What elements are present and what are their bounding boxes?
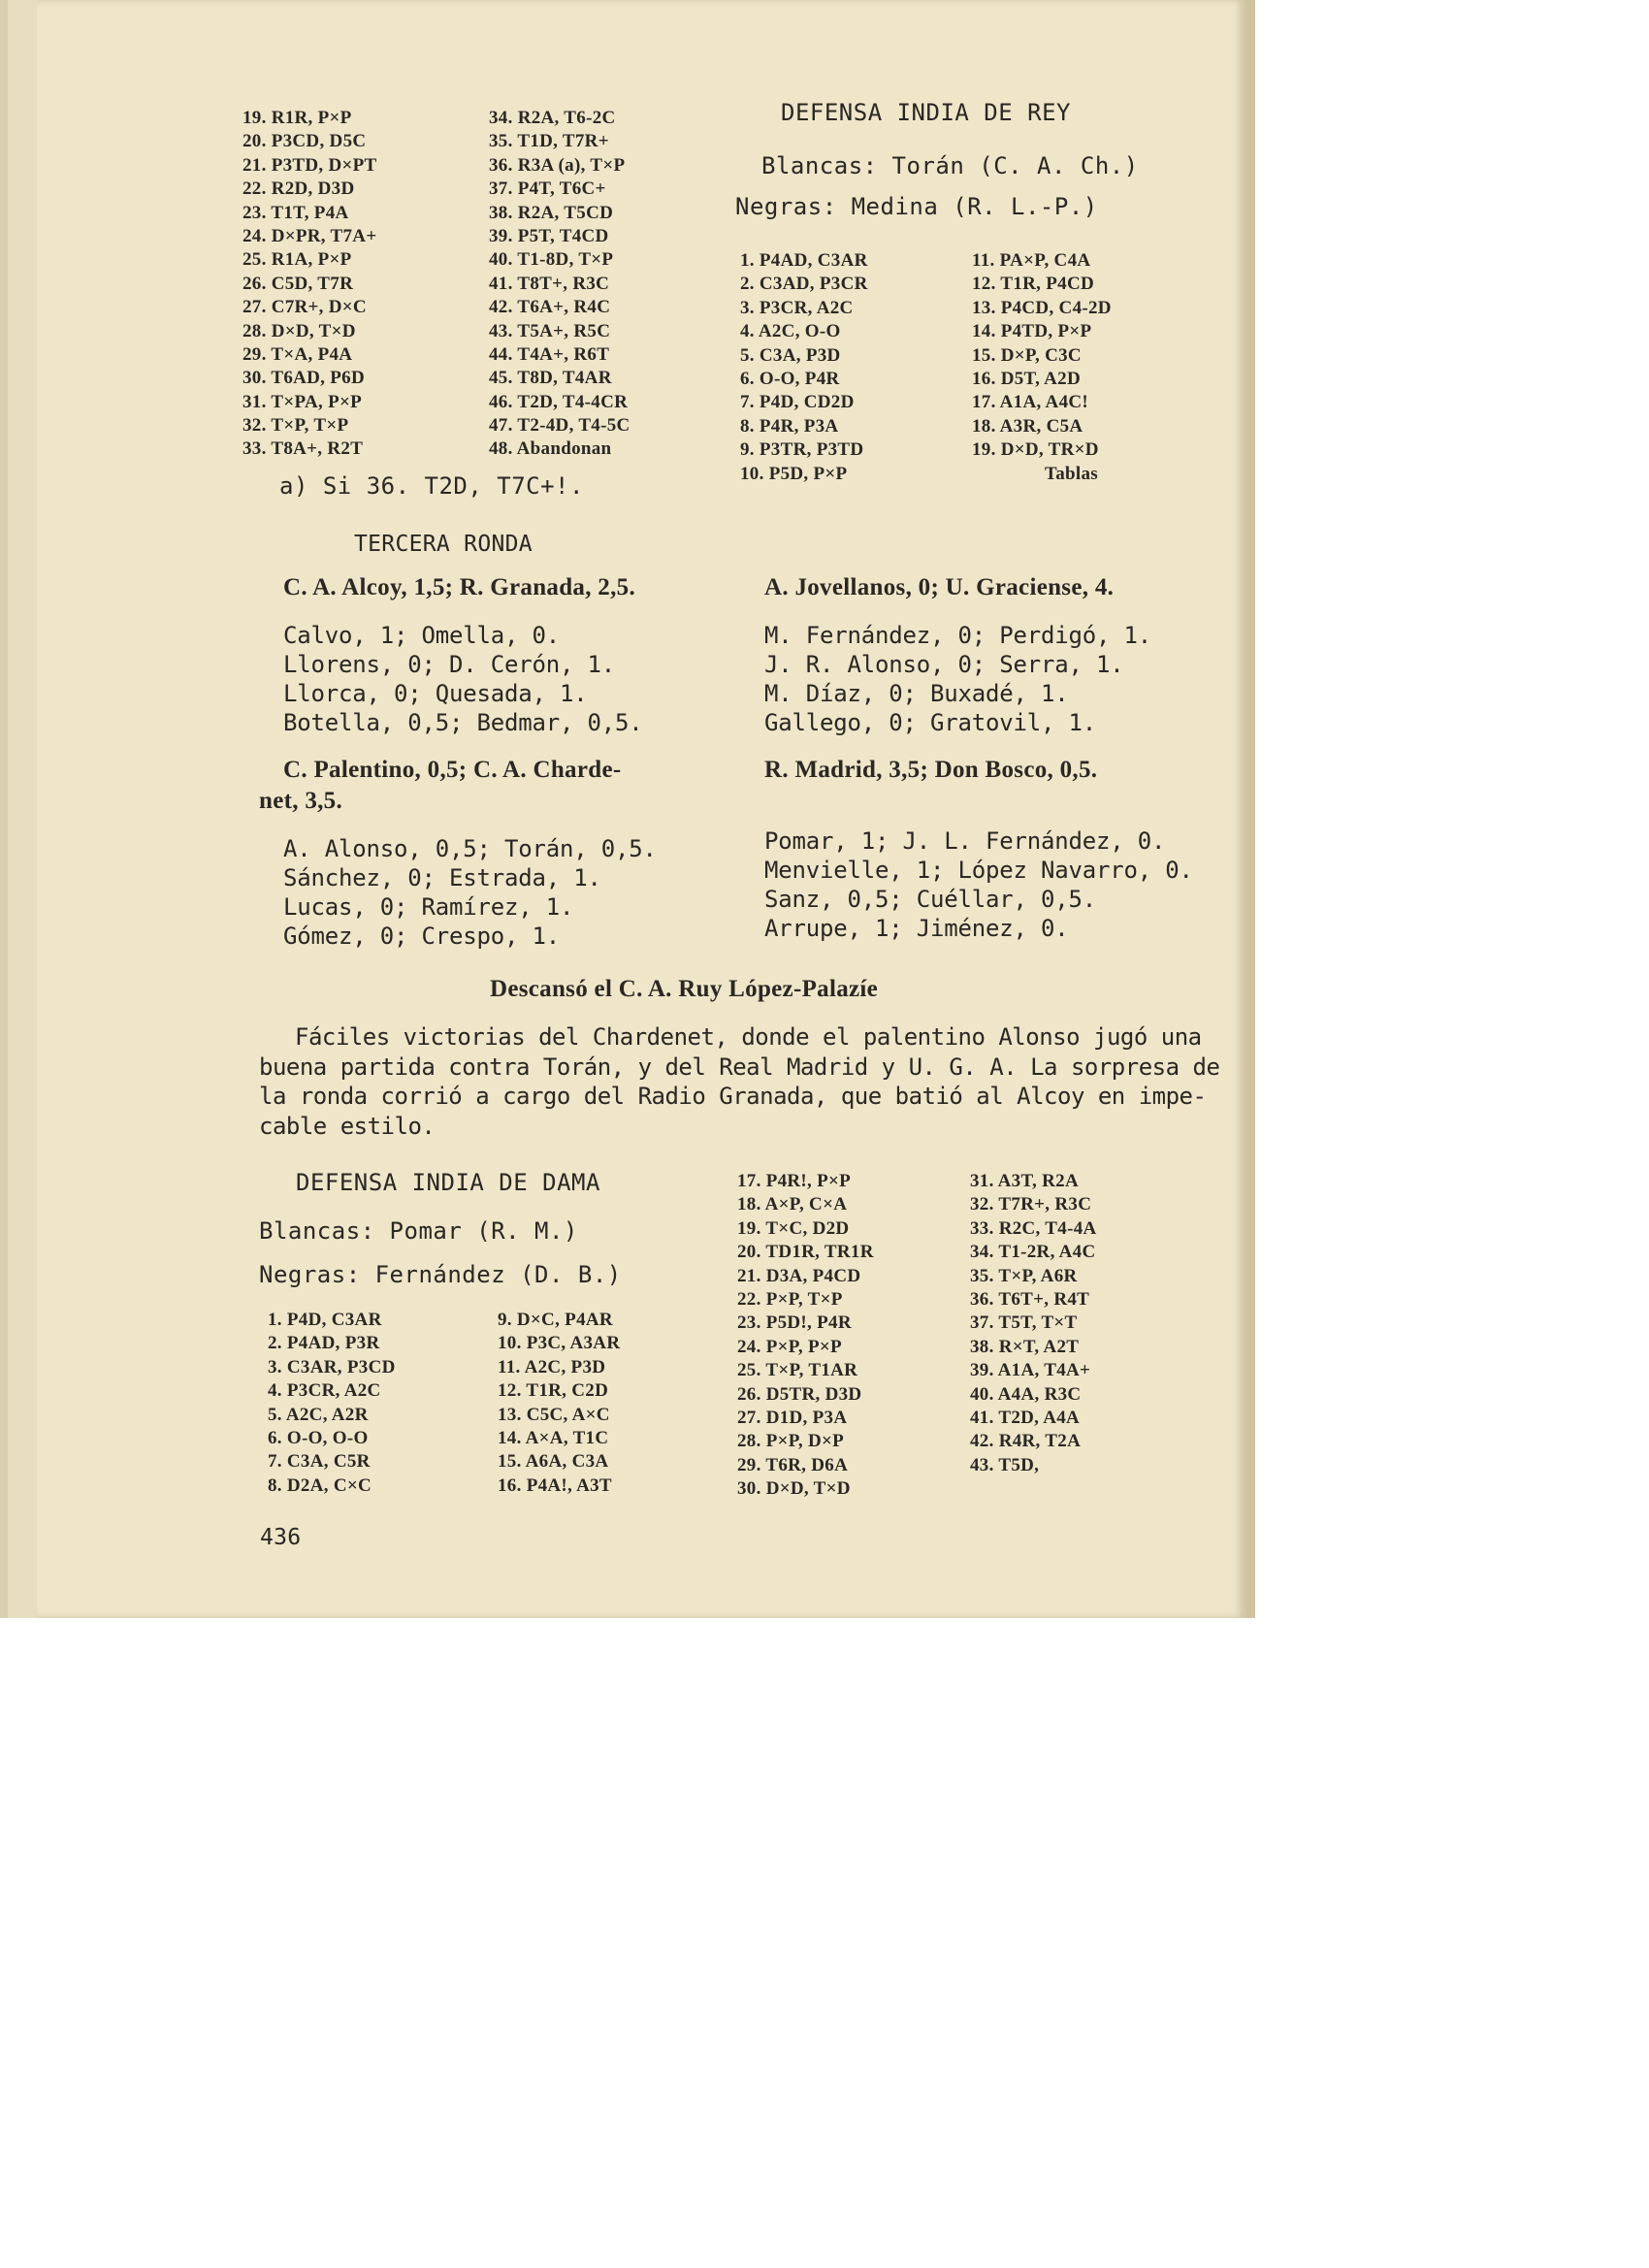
- move-line: 17. A1A, A4C!: [972, 392, 1089, 413]
- result-line: Pomar, 1; J. L. Fernández, 0.: [764, 827, 1166, 855]
- move-line: 41. T8T+, R3C: [489, 273, 610, 294]
- result-line: Lucas, 0; Ramírez, 1.: [283, 893, 574, 921]
- move-line: 18. A×P, C×A: [737, 1194, 848, 1215]
- game-1-moves-a: [740, 249, 868, 486]
- game-2-moves-d: [970, 1170, 1097, 1477]
- move-line: 26. D5TR, D3D: [737, 1383, 862, 1405]
- move-line: 13. P4CD, C4-2D: [972, 297, 1112, 318]
- match-3-header: A. Jovellanos, 0; U. Graciense, 4.: [764, 574, 1115, 600]
- move-line: 9. P3TR, P3TD: [740, 439, 864, 461]
- move-line: 15. A6A, C3A: [498, 1451, 609, 1473]
- game-1-white: Blancas: Torán (C. A. Ch.): [761, 152, 1139, 179]
- move-line: 37. P4T, T6C+: [489, 178, 606, 200]
- move-line: 12. T1R, P4CD: [972, 274, 1094, 295]
- page-spine-shadow: [1245, 0, 1255, 1618]
- move-line: 6. O-O, O-O: [268, 1427, 369, 1448]
- paragraph-line: buena partida contra Torán, y del Real Madrid y U. G. A. La sorpresa de: [259, 1053, 1220, 1081]
- move-line: 5. C3A, P3D: [740, 344, 841, 366]
- move-line: 4. A2C, O-O: [740, 321, 841, 342]
- move-line: 38. R×T, A2T: [970, 1336, 1080, 1357]
- move-line: 41. T2D, A4A: [970, 1407, 1081, 1428]
- match-4-header: R. Madrid, 3,5; Don Bosco, 0,5.: [764, 757, 1098, 783]
- move-line: 6. O-O, P4R: [740, 368, 840, 389]
- game-2-black: Negras: Fernández (D. B.): [259, 1261, 622, 1288]
- move-line: 7. P4D, CD2D: [740, 392, 855, 413]
- match-2-results: [283, 834, 657, 951]
- move-line: 5. A2C, A2R: [268, 1404, 369, 1425]
- game-1-moves-b: [972, 249, 1112, 486]
- move-line: 24. D×PR, T7A+: [242, 225, 377, 246]
- move-line: 28. P×P, D×P: [737, 1431, 845, 1452]
- move-line: 3. C3AR, P3CD: [268, 1356, 396, 1377]
- move-line: 40. T1-8D, T×P: [489, 249, 614, 271]
- move-line: 16. P4A!, A3T: [498, 1474, 612, 1496]
- match-1-results: [283, 621, 642, 737]
- move-line: 1. P4D, C3AR: [268, 1310, 382, 1330]
- game-2-moves-c: [737, 1170, 874, 1501]
- paragraph-line: cable estilo.: [259, 1112, 436, 1140]
- game-1-black: Negras: Medina (R. L.-P.): [735, 193, 1098, 220]
- result-line: M. Fernández, 0; Perdigó, 1.: [764, 622, 1151, 649]
- game-2-moves-b: [498, 1309, 620, 1498]
- move-line: 45. T8D, T4AR: [489, 368, 612, 389]
- commentary-paragraph: [259, 1022, 1220, 1141]
- move-line: 22. P×P, T×P: [737, 1288, 843, 1310]
- move-line: 28. D×D, T×D: [242, 320, 356, 341]
- move-line: 34. R2A, T6-2C: [489, 108, 616, 128]
- move-line: 31. T×PA, P×P: [242, 391, 363, 412]
- match-4-results: [764, 826, 1193, 943]
- move-line: 35. T×P, A6R: [970, 1265, 1078, 1286]
- game-2-title: DEFENSA INDIA DE DAMA: [296, 1169, 600, 1196]
- move-line: 13. C5C, A×C: [498, 1404, 610, 1425]
- match-2-header: C. Palentino, 0,5; C. A. Charde-: [283, 757, 622, 783]
- move-line: 19. T×C, D2D: [737, 1217, 850, 1239]
- move-line: 30. D×D, T×D: [737, 1478, 851, 1500]
- move-line: 44. T4A+, R6T: [489, 343, 610, 365]
- move-line: 2. P4AD, P3R: [268, 1333, 380, 1354]
- move-line: 11. A2C, P3D: [498, 1356, 606, 1377]
- move-line: 46. T2D, T4-4CR: [489, 391, 629, 412]
- round-title: TERCERA RONDA: [354, 532, 533, 557]
- move-line: 32. T7R+, R3C: [970, 1194, 1092, 1215]
- move-line: 42. R4R, T2A: [970, 1431, 1082, 1452]
- result-line: J. R. Alonso, 0; Serra, 1.: [764, 651, 1124, 678]
- move-line: 33. T8A+, R2T: [242, 438, 364, 460]
- result-line: A. Alonso, 0,5; Torán, 0,5.: [283, 835, 657, 862]
- result-line: Arrupe, 1; Jiménez, 0.: [764, 915, 1069, 942]
- move-line: 10. P5D, P×P: [740, 463, 848, 484]
- move-line: 36. R3A (a), T×P: [489, 154, 626, 176]
- move-line: 14. P4TD, P×P: [972, 321, 1092, 342]
- moves-column-1: [242, 107, 377, 462]
- result-line: Sánchez, 0; Estrada, 1.: [283, 864, 601, 891]
- move-line: 35. T1D, T7R+: [489, 131, 609, 152]
- rest-note: Descansó el C. A. Ruy López-Palazíe: [490, 976, 879, 1002]
- move-line: 8. D2A, C×C: [268, 1474, 372, 1496]
- move-line: 22. R2D, D3D: [242, 178, 355, 200]
- page-number: 436: [260, 1525, 302, 1550]
- move-line: 14. A×A, T1C: [498, 1427, 609, 1448]
- move-line: 29. T×A, P4A: [242, 343, 353, 365]
- move-line: 19. D×D, TR×D: [972, 439, 1099, 461]
- result-line: Botella, 0,5; Bedmar, 0,5.: [283, 709, 643, 736]
- move-line: 33. R2C, T4-4A: [970, 1217, 1097, 1239]
- move-line: 4. P3CR, A2C: [268, 1380, 381, 1402]
- move-line: 39. P5T, T4CD: [489, 225, 609, 246]
- move-line: 40. A4A, R3C: [970, 1383, 1082, 1405]
- move-line: 25. T×P, T1AR: [737, 1360, 858, 1381]
- move-line: 29. T6R, D6A: [737, 1454, 849, 1475]
- result-line: Llorens, 0; D. Cerón, 1.: [283, 651, 615, 678]
- move-line: 23. P5D!, P4R: [737, 1312, 852, 1334]
- game-1-title: DEFENSA INDIA DE REY: [781, 99, 1071, 126]
- move-line: 8. P4R, P3A: [740, 415, 839, 437]
- game-2-white: Blancas: Pomar (R. M.): [259, 1217, 578, 1245]
- move-line: 30. T6AD, P6D: [242, 368, 365, 389]
- move-line: 9. D×C, P4AR: [498, 1310, 613, 1330]
- move-line: 43. T5A+, R5C: [489, 320, 611, 341]
- move-line: 23. T1T, P4A: [242, 202, 349, 223]
- move-line: 16. D5T, A2D: [972, 368, 1081, 389]
- move-line: 17. P4R!, P×P: [737, 1171, 852, 1191]
- move-line: 38. R2A, T5CD: [489, 202, 614, 223]
- move-line: 36. T6T+, R4T: [970, 1288, 1090, 1310]
- move-line: 37. T5T, T×T: [970, 1312, 1078, 1334]
- paragraph-line: la ronda corrió a cargo del Radio Granada, que batió al Alcoy en impe-: [259, 1083, 1207, 1110]
- move-line: 39. A1A, T4A+: [970, 1360, 1091, 1381]
- move-line: 42. T6A+, R4C: [489, 297, 611, 318]
- move-line: 34. T1-2R, A4C: [970, 1242, 1096, 1263]
- move-line: 18. A3R, C5A: [972, 415, 1083, 437]
- paragraph-line: Fáciles victorias del Chardenet, donde el palentino Alonso jugó una: [295, 1023, 1202, 1051]
- move-line: 43. T5D,: [970, 1454, 1040, 1475]
- result-line: Menvielle, 1; López Navarro, 0.: [764, 857, 1193, 884]
- result-line: Sanz, 0,5; Cuéllar, 0,5.: [764, 886, 1096, 913]
- result-line: Llorca, 0; Quesada, 1.: [283, 680, 588, 707]
- result-line: Gallego, 0; Gratovil, 1.: [764, 709, 1096, 736]
- result-line: Calvo, 1; Omella, 0.: [283, 622, 560, 649]
- result-line: M. Díaz, 0; Buxadé, 1.: [764, 680, 1069, 707]
- result-line: Gómez, 0; Crespo, 1.: [283, 923, 560, 950]
- move-line: 48. Abandonan: [489, 438, 612, 460]
- match-1-header: C. A. Alcoy, 1,5; R. Granada, 2,5.: [283, 574, 635, 600]
- move-line: 20. TD1R, TR1R: [737, 1242, 874, 1263]
- game-note: a) Si 36. T2D, T7C+!.: [279, 472, 584, 500]
- move-line: 20. P3CD, D5C: [242, 131, 367, 152]
- move-line: 21. D3A, P4CD: [737, 1265, 861, 1286]
- move-line: 15. D×P, C3C: [972, 344, 1082, 366]
- move-line: 21. P3TD, D×PT: [242, 154, 377, 176]
- move-line: 27. C7R+, D×C: [242, 297, 367, 318]
- move-line: 24. P×P, P×P: [737, 1336, 842, 1357]
- move-line: 19. R1R, P×P: [242, 108, 352, 128]
- move-line: 27. D1D, P3A: [737, 1407, 848, 1428]
- move-line: 3. P3CR, A2C: [740, 297, 854, 318]
- move-line: 47. T2-4D, T4-5C: [489, 415, 630, 437]
- move-line: 32. T×P, T×P: [242, 415, 349, 437]
- move-line: 31. A3T, R2A: [970, 1171, 1079, 1191]
- match-3-results: [764, 621, 1151, 737]
- move-line: 2. C3AD, P3CR: [740, 274, 868, 295]
- move-line: 1. P4AD, C3AR: [740, 250, 868, 271]
- move-line: 7. C3A, C5R: [268, 1451, 371, 1473]
- move-line: 26. C5D, T7R: [242, 273, 354, 294]
- move-line: 10. P3C, A3AR: [498, 1333, 621, 1354]
- move-line: 11. PA×P, C4A: [972, 250, 1091, 271]
- match-2-header-cont: net, 3,5.: [259, 788, 343, 814]
- moves-column-2: [489, 107, 630, 462]
- game-result: Tablas: [1045, 463, 1098, 484]
- move-line: 12. T1R, C2D: [498, 1380, 609, 1402]
- move-line: 25. R1A, P×P: [242, 249, 352, 271]
- game-2-moves-a: [268, 1309, 396, 1498]
